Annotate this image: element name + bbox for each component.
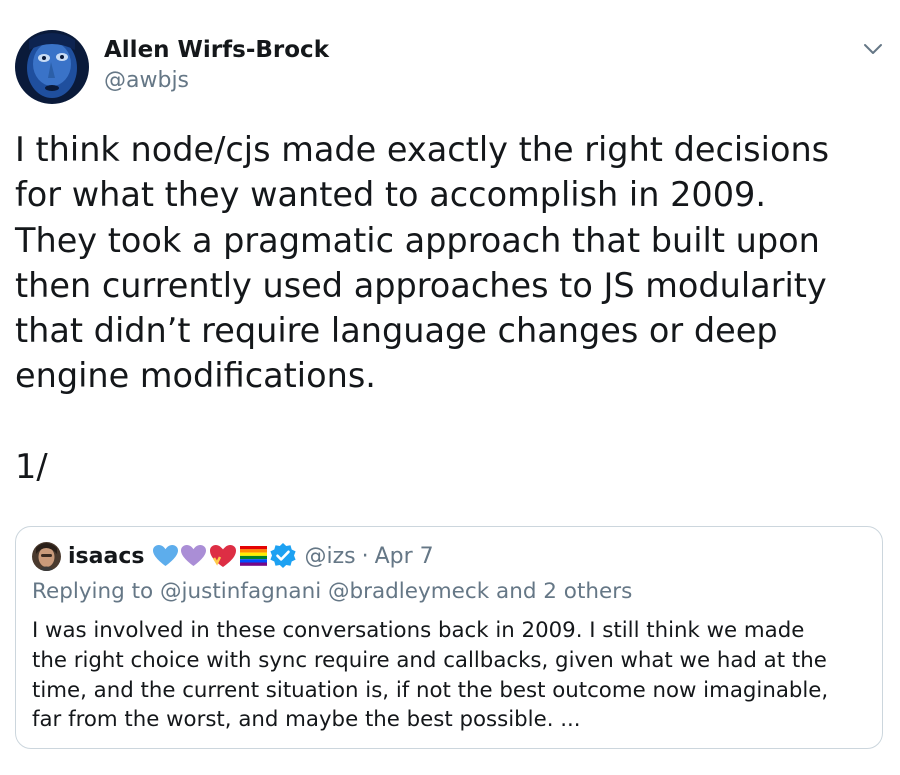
heart-exclamation-icon bbox=[208, 543, 238, 569]
quoted-author-name[interactable]: isaacs bbox=[68, 543, 145, 569]
tweet-body-line: then currently used approaches to JS modularity bbox=[15, 265, 827, 305]
tweet-body-line: for what they wanted to accomplish in 2009. bbox=[15, 175, 767, 215]
quoted-name-emojis bbox=[152, 542, 298, 570]
blue-heart-icon bbox=[152, 544, 179, 568]
quoted-header bbox=[68, 540, 434, 572]
tweet-body bbox=[15, 127, 885, 399]
quoted-author-handle[interactable]: @izs bbox=[304, 543, 356, 569]
purple-heart-icon bbox=[180, 544, 207, 568]
author-name[interactable]: Allen Wirfs-Brock bbox=[104, 37, 329, 63]
tweet-body-line: I think node/cjs made exactly the right decisions bbox=[15, 130, 830, 169]
tweet-body-line: engine modifications. bbox=[15, 356, 376, 396]
author-avatar[interactable] bbox=[15, 30, 89, 104]
author-handle[interactable]: @awbjs bbox=[104, 68, 190, 93]
quoted-body bbox=[32, 616, 882, 735]
quoted-tweet[interactable] bbox=[15, 526, 883, 749]
quoted-author-avatar bbox=[32, 542, 61, 571]
avatar-image bbox=[15, 30, 89, 104]
replying-to[interactable]: Replying to @justinfagnani @bradleymeck and 2 others bbox=[32, 579, 633, 604]
header-separator: · bbox=[361, 543, 369, 569]
quoted-body-line: I was involved in these conversations back in 2009. I still think we made bbox=[32, 618, 805, 643]
quoted-date[interactable]: Apr 7 bbox=[374, 543, 434, 569]
tweet-body-line: They took a pragmatic approach that built upon bbox=[15, 220, 820, 260]
quoted-body-line: far from the worst, and maybe the best possible. ... bbox=[32, 707, 581, 733]
rainbow-flag-icon bbox=[239, 545, 268, 567]
tweet-body-line: that didn’t require language changes or deep bbox=[15, 311, 778, 351]
quoted-body-line: time, and the current situation is, if not the best outcome now imaginable, bbox=[32, 677, 829, 703]
quoted-body-line: the right choice with sync require and callbacks, given what we had at the bbox=[32, 647, 827, 673]
verified-badge-icon bbox=[269, 542, 297, 570]
thread-marker: 1/ bbox=[15, 447, 48, 486]
quoted-avatar-image bbox=[32, 542, 61, 571]
chevron-down-icon bbox=[862, 40, 884, 58]
tweet-menu-button[interactable] bbox=[862, 40, 884, 58]
